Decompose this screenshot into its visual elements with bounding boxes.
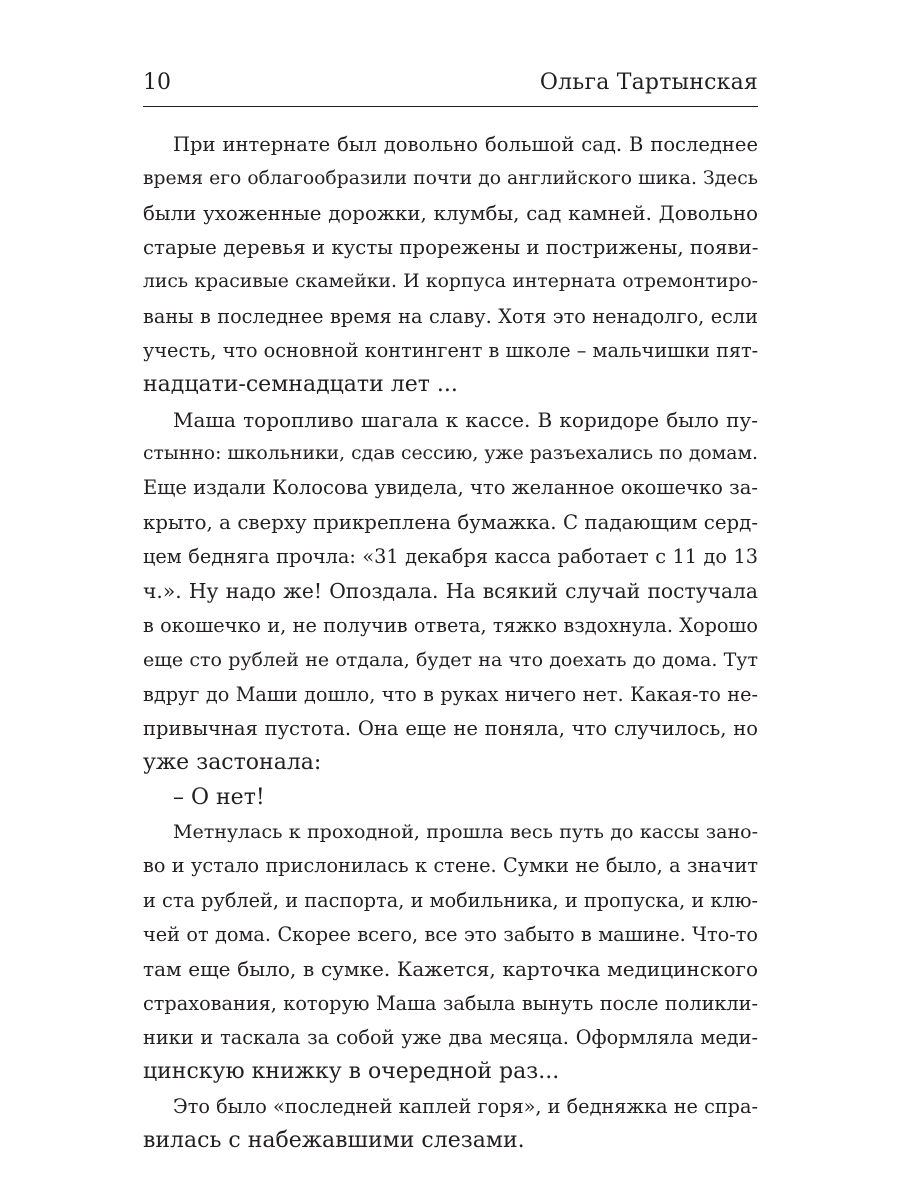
body-text [143,128,758,1158]
paragraph-line: в окошечко и, не получив ответа, тяжко вздохнула. Хорошо [143,613,758,637]
paragraph-line: и ста рублей, и паспорта, и мобильника, и пропуска, и клю- [143,888,758,912]
paragraph-line: старые деревья и кусты прорежены и пострижены, появи- [143,236,759,260]
paragraph-line: стынно: школьники, сдав сессию, уже разъехались по домам. [143,443,758,465]
paragraph-line: ваны в последнее время на славу. Хотя это ненадолго, если [143,304,758,328]
paragraph-line: Это было «последней каплей горя», и бедняжка не спра- [173,1094,758,1118]
paragraph-line: вдруг до Маши дошло, что в руках ничего нет. Какая-то не- [143,682,758,706]
paragraph-line: еще сто рублей не отдала, будет на что доехать до дома. Тут [143,649,758,672]
paragraph-line: Маша торопливо шагала к кассе. В коридоре было пу- [173,407,758,432]
paragraph-line: ч.». Ну надо же! Опоздала. На всякий случай постучала [143,579,758,604]
paragraph-line: цем бедняга прочла: «31 декабря касса работает с 11 до 13 [143,545,758,569]
paragraph-line: вилась с набежавшими слезами. [143,1127,525,1153]
paragraph-line: Еще издали Колосова увидела, что желанное окошечко за- [143,476,758,500]
paragraph-line: надцати-семнадцати лет ... [143,372,458,398]
dialogue-line: – О нет! [173,784,265,810]
paragraph-line: Метнулась к проходной, прошла весь путь до кассы зано- [173,820,758,843]
paragraph-line: там еще было, в сумке. Кажется, карточка медицинского [143,957,758,982]
running-title: Ольга Тартынская [539,70,758,95]
paragraph-line: привычная пустота. Она еще не поняла, что случилось, но [143,716,758,740]
paragraph-line: время его облагообразили почти до английского шика. Здесь [143,168,758,190]
paragraph-line: крыто, а сверху прикреплена бумажка. С падающим серд- [143,510,758,534]
paragraph-line: во и устало прислонилась к стене. Сумки не было, а значит [143,854,758,878]
paragraph-line: лись красивые скамейки. И корпуса интерната отремонтиро- [143,271,758,293]
paragraph-line: страхования, которую Маша забыла вынуть после поликли- [143,991,758,1015]
paragraph-line: При интернате был довольно большой сад. В последнее [173,133,758,156]
paragraph-line: были ухоженные дорожки, клумбы, сад камней. Довольно [143,201,758,225]
paragraph-line: уже застонала: [143,750,322,776]
page-header [143,64,758,107]
paragraph-line: цинскую книжку в очередной раз... [143,1059,560,1085]
paragraph-line: чей от дома. Скорее всего, все это забыто в машине. Что-то [143,922,758,946]
paragraph-line: учесть, что основной контингент в школе – мальчишки пят- [143,339,759,363]
paragraph-line: ники и таскала за собой уже два месяца. Оформляла меди- [143,1025,758,1049]
page-number: 10 [143,70,171,95]
